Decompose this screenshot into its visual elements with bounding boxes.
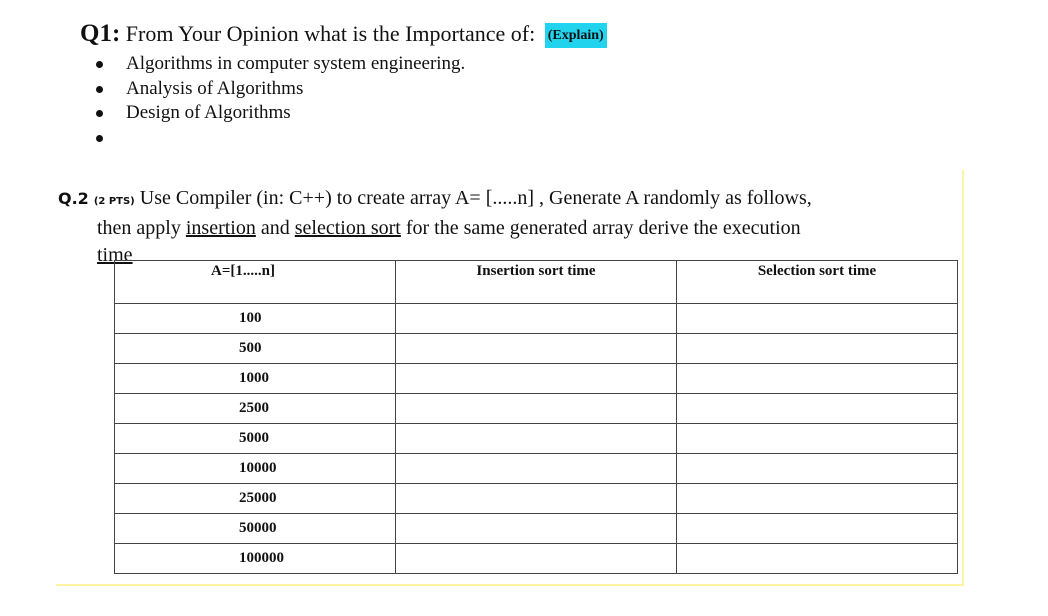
- array-size-cell: 100: [115, 304, 396, 334]
- q1-heading: [80, 20, 607, 48]
- array-size-cell: 25000: [115, 484, 396, 514]
- insertion-time-cell[interactable]: [396, 544, 677, 574]
- selection-time-cell[interactable]: [677, 304, 958, 334]
- explain-badge: (Explain): [545, 23, 607, 48]
- selection-time-cell[interactable]: [677, 394, 958, 424]
- insertion-time-cell[interactable]: [396, 304, 677, 334]
- selection-time-cell[interactable]: [677, 484, 958, 514]
- insertion-time-cell[interactable]: [396, 454, 677, 484]
- q2-heading: [58, 187, 812, 210]
- q1-question: From Your Opinion what is the Importance of:: [125, 21, 536, 46]
- table-row: [115, 424, 958, 454]
- table-row: [115, 304, 958, 334]
- array-size-cell: 1000: [115, 364, 396, 394]
- list-item: Design of Algorithms: [96, 101, 465, 126]
- q2-line2: then apply insertion and selection sort for the same generated array derive the execution: [97, 217, 801, 239]
- table-header-row: [115, 261, 958, 304]
- selection-time-cell[interactable]: [677, 424, 958, 454]
- array-size-cell: 50000: [115, 514, 396, 544]
- header-insertion-time: Insertion sort time: [396, 261, 677, 304]
- bullet-icon: [96, 135, 103, 142]
- insertion-time-cell[interactable]: [396, 334, 677, 364]
- array-size-cell: 2500: [115, 394, 396, 424]
- header-array-size: A=[1.....n]: [115, 261, 396, 304]
- table-row: [115, 394, 958, 424]
- q1-bullet-list: [96, 52, 465, 150]
- q1-number: Q1:: [80, 20, 121, 47]
- q2-line1-text: Use Compiler (in: C++) to create array A= [.....n] , Generate A randomly as follows,: [139, 187, 812, 209]
- bullet-icon: [96, 86, 103, 93]
- table-row: [115, 484, 958, 514]
- array-size-cell: 10000: [115, 454, 396, 484]
- timing-table: [114, 260, 958, 574]
- q2-line3: time: [97, 244, 133, 266]
- selection-time-cell[interactable]: [677, 544, 958, 574]
- q2-label: Q.2: [58, 189, 89, 208]
- insertion-time-cell[interactable]: [396, 424, 677, 454]
- insertion-term: insertion: [185, 217, 256, 239]
- bullet-icon: [96, 61, 103, 68]
- table-row: [115, 364, 958, 394]
- array-size-cell: 5000: [115, 424, 396, 454]
- list-item: Algorithms in computer system engineering.: [96, 52, 465, 77]
- table-row: [115, 454, 958, 484]
- array-size-cell: 100000: [115, 544, 396, 574]
- table-row: [115, 334, 958, 364]
- selection-time-cell[interactable]: [677, 514, 958, 544]
- selection-time-cell[interactable]: [677, 454, 958, 484]
- insertion-time-cell[interactable]: [396, 514, 677, 544]
- q2-points: (2 PTS): [93, 196, 135, 207]
- insertion-time-cell[interactable]: [396, 394, 677, 424]
- table-row: [115, 544, 958, 574]
- insertion-time-cell[interactable]: [396, 484, 677, 514]
- list-item: Analysis of Algorithms: [96, 77, 465, 102]
- list-item: [96, 126, 465, 151]
- header-selection-time: Selection sort time: [677, 261, 958, 304]
- selection-time-cell[interactable]: [677, 334, 958, 364]
- table-row: [115, 514, 958, 544]
- array-size-cell: 500: [115, 334, 396, 364]
- selection-sort-term: selection sort: [294, 217, 401, 239]
- selection-time-cell[interactable]: [677, 364, 958, 394]
- bullet-icon: [96, 110, 103, 117]
- insertion-time-cell[interactable]: [396, 364, 677, 394]
